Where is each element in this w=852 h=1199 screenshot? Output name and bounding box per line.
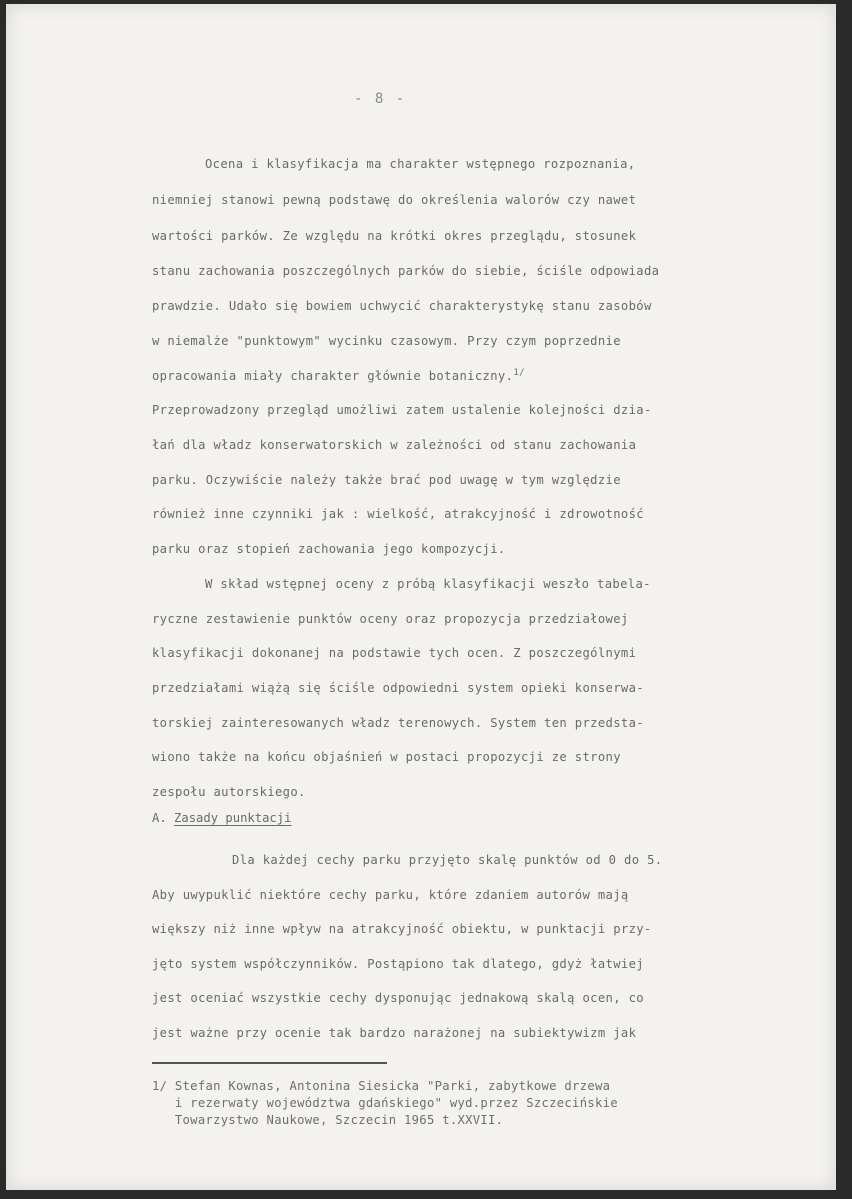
paragraph-1-line: Ocena i klasyfikacja ma charakter wstępnego rozpoznania, <box>205 157 636 171</box>
paragraph-3-line: torskiej zainteresowanych władz terenowych. System ten przedsta- <box>152 716 644 730</box>
section-title: Zasady punktacji <box>174 811 292 825</box>
document-page <box>6 4 836 1190</box>
footnote-line: Towarzystwo Naukowe, Szczecin 1965 t.XXVII. <box>152 1113 504 1127</box>
paragraph-1-line: w niemalże "punktowym" wycinku czasowym. Przy czym poprzednie <box>152 334 621 348</box>
page-number: - 8 - <box>354 91 407 107</box>
paragraph-2-line: parku oraz stopień zachowania jego kompozycji. <box>152 542 506 556</box>
footnote-divider <box>152 1062 387 1064</box>
paragraph-4-line: Aby uwypuklić niektóre cechy parku, które zdaniem autorów mają <box>152 888 629 902</box>
paragraph-3-line: przedziałami wiążą się ściśle odpowiedni system opieki konserwa- <box>152 681 644 695</box>
paragraph-1-line: prawdzie. Udało się bowiem uchwycić charakterystykę stanu zasobów <box>152 299 652 313</box>
footnote-line: i rezerwaty województwa gdańskiego" wyd.przez Szczecińskie <box>152 1096 618 1110</box>
paragraph-1-line: niemniej stanowi pewną podstawę do określenia walorów czy nawet <box>152 193 637 207</box>
paragraph-4-line: większy niż inne wpływ na atrakcyjność obiektu, w punktacji przy- <box>152 922 652 936</box>
paragraph-3-line: wiono także na końcu objaśnień w postaci propozycji ze strony <box>152 750 621 764</box>
paragraph-1-line: stanu zachowania poszczególnych parków do siebie, ściśle odpowiada <box>152 264 660 278</box>
paragraph-3-line: W skład wstępnej oceny z próbą klasyfikacji weszło tabela- <box>205 577 651 591</box>
paragraph-3-line: zespołu autorskiego. <box>152 785 306 799</box>
paragraph-3-line: ryczne zestawienie punktów oceny oraz propozycja przedziałowej <box>152 612 629 626</box>
paragraph-1-last-text: opracowania miały charakter głównie botaniczny. <box>152 369 514 384</box>
paragraph-4-line: Dla każdej cechy parku przyjęto skalę punktów od 0 do 5. <box>232 853 663 867</box>
paragraph-2-line: łań dla władz konserwatorskich w zależności od stanu zachowania <box>152 438 637 452</box>
section-heading <box>152 811 291 825</box>
paragraph-4-line: jest ważne przy ocenie tak bardzo narażonej na subiektywizm jak <box>152 1026 637 1040</box>
paragraph-2-line: parku. Oczywiście należy także brać pod uwagę w tym względzie <box>152 473 621 487</box>
paragraph-3-line: klasyfikacji dokonanej na podstawie tych ocen. Z poszczególnymi <box>152 646 637 660</box>
footnote-line: 1/ Stefan Kownas, Antonina Siesicka "Parki, zabytkowe drzewa <box>152 1079 611 1093</box>
paragraph-4-line: jęto system współczynników. Postąpiono tak dlatego, gdyż łatwiej <box>152 957 644 971</box>
paragraph-1-line <box>152 368 525 383</box>
paragraph-2-line: Przeprowadzony przegląd umożliwi zatem ustalenie kolejności dzia- <box>152 403 652 417</box>
paragraph-1-line: wartości parków. Ze względu na krótki okres przeglądu, stosunek <box>152 229 637 243</box>
section-prefix: A. <box>152 811 167 825</box>
paragraph-2-line: również inne czynniki jak : wielkość, atrakcyjność i zdrowotność <box>152 507 644 521</box>
paragraph-4-line: jest oceniać wszystkie cechy dysponując jednakową skalą ocen, co <box>152 991 644 1005</box>
footnote-reference: 1/ <box>513 368 525 378</box>
